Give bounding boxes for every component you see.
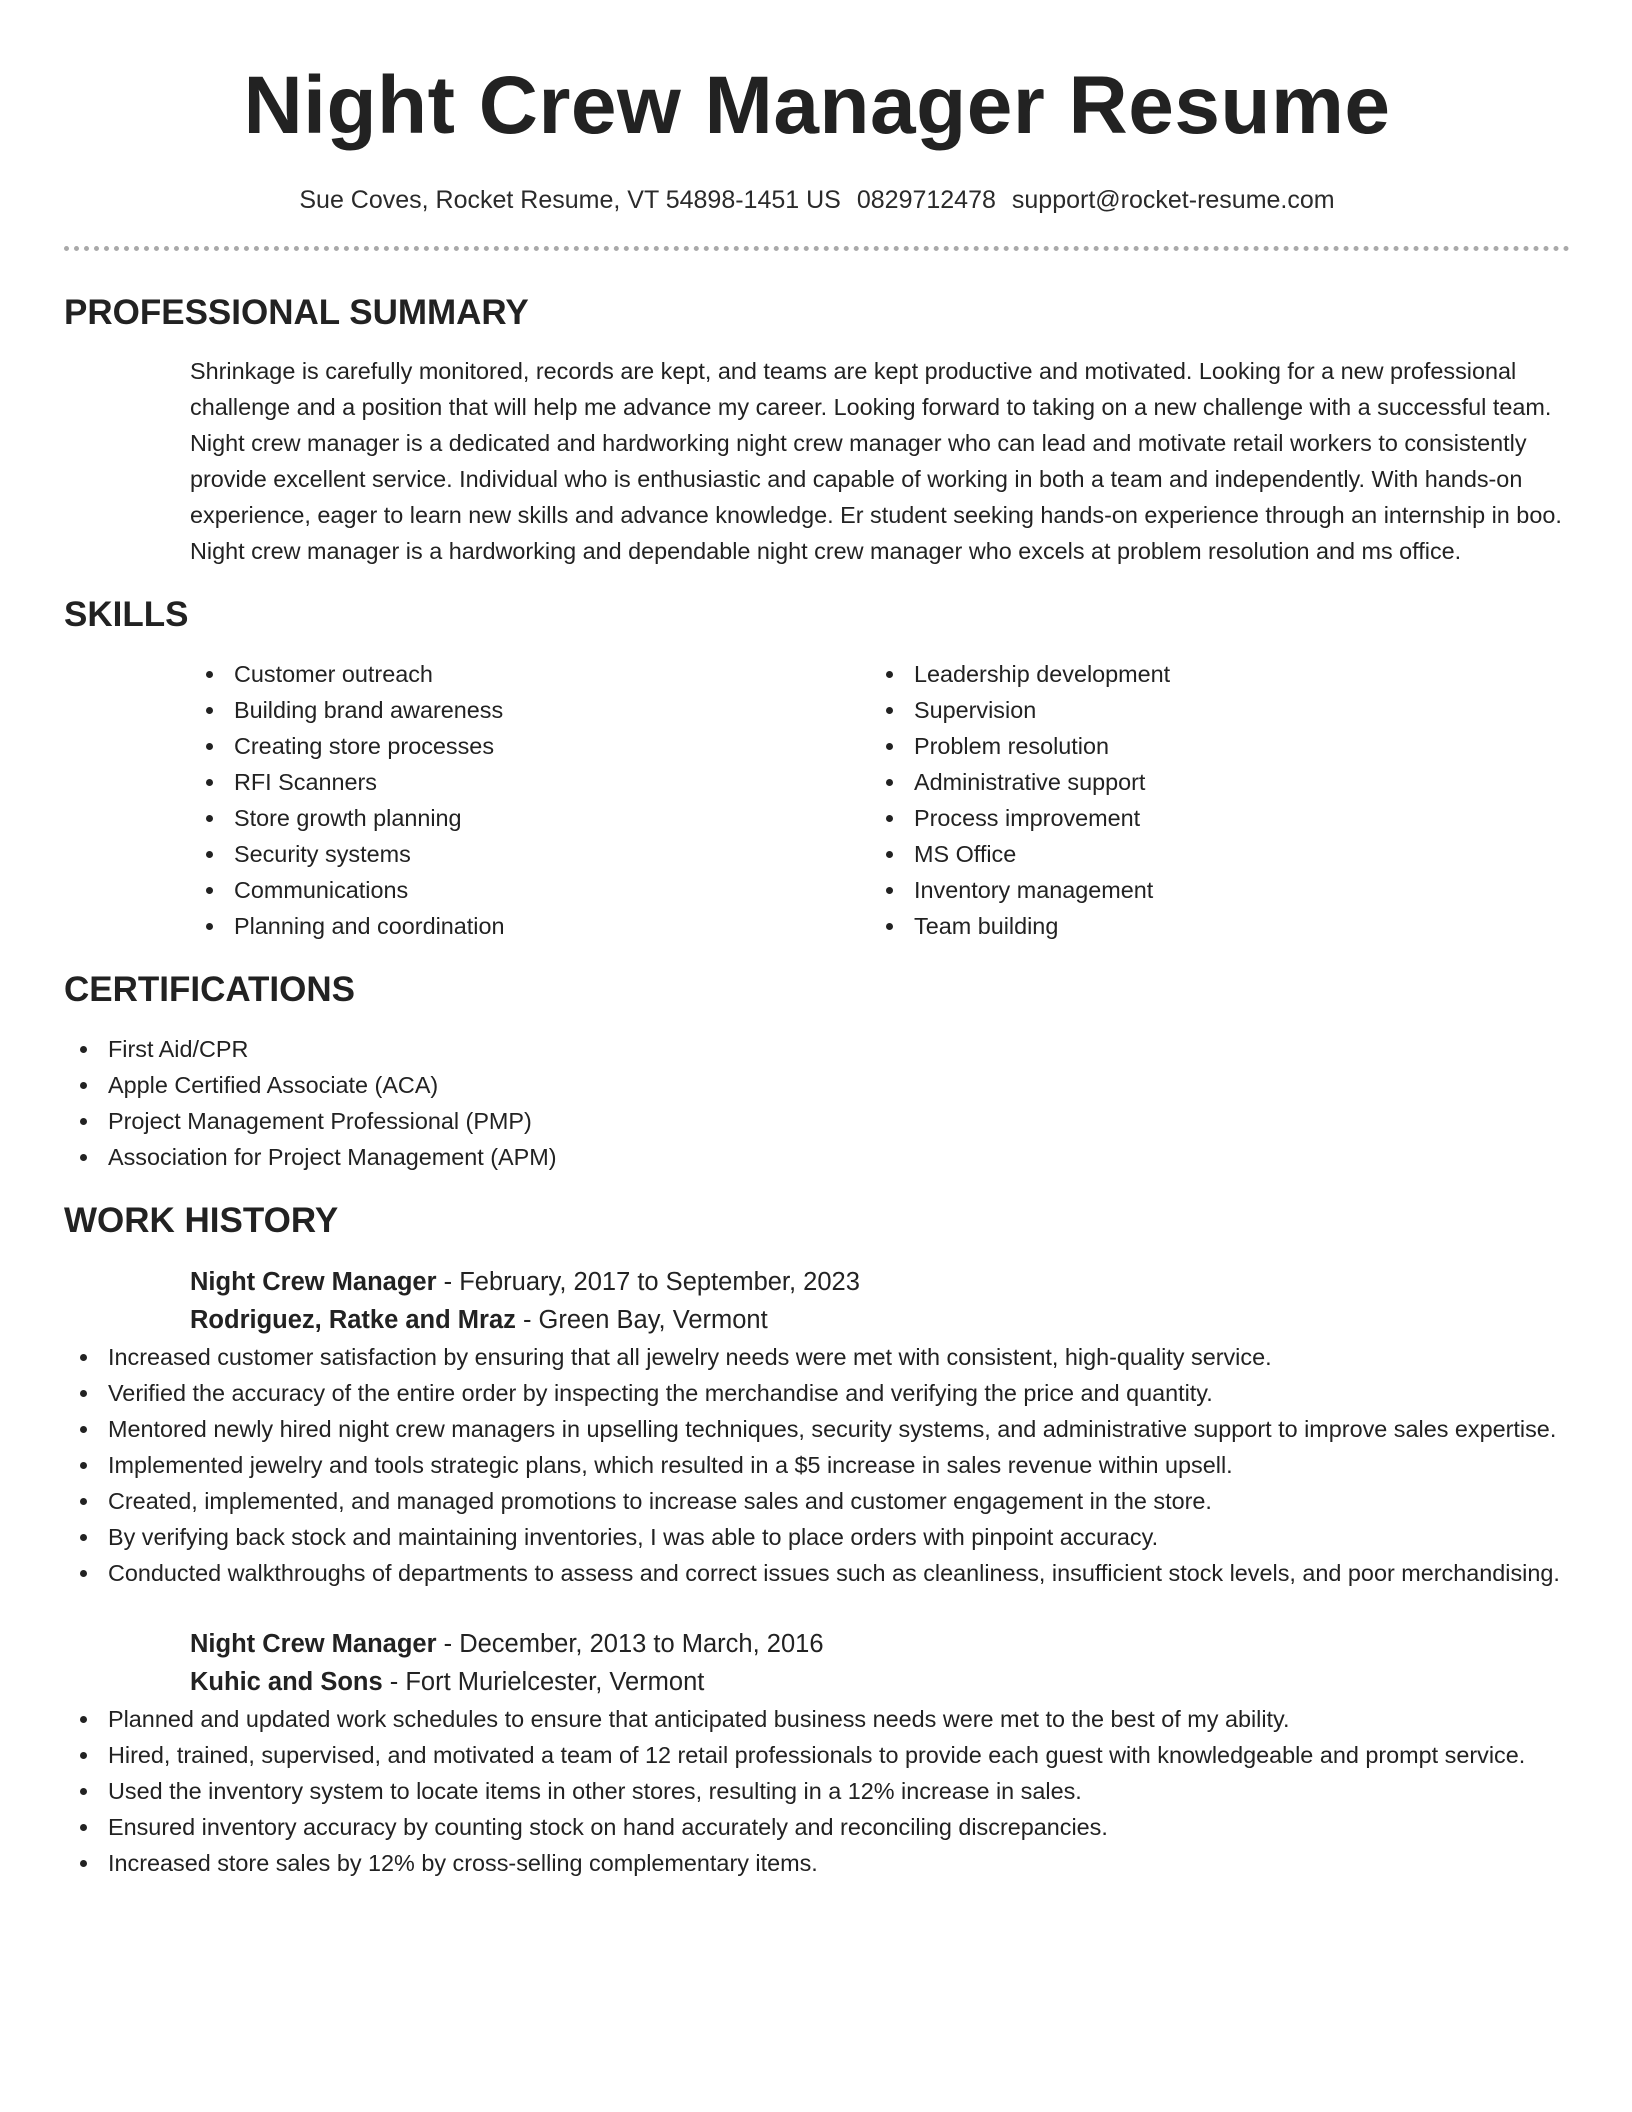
certification-item: Association for Project Management (APM) xyxy=(64,1139,1570,1175)
certification-item: First Aid/CPR xyxy=(64,1031,1570,1067)
job-bullet: Verified the accuracy of the entire order by inspecting the merchandise and verifying the price and quantity. xyxy=(64,1375,1570,1411)
summary-heading: PROFESSIONAL SUMMARY xyxy=(64,293,529,332)
job-bullet: Hired, trained, supervised, and motivated a team of 12 retail professionals to provide each guest with knowledgeable and prompt service. xyxy=(64,1737,1570,1773)
skills-heading: SKILLS xyxy=(64,595,189,634)
skill-item: Creating store processes xyxy=(190,728,870,764)
job-bullet: Planned and updated work schedules to ensure that anticipated business needs were met to the best of my ability. xyxy=(64,1701,1570,1737)
job-entry xyxy=(64,1625,1570,1701)
skill-item: Customer outreach xyxy=(190,656,870,692)
certifications-heading: CERTIFICATIONS xyxy=(64,970,356,1009)
job-bullet: Ensured inventory accuracy by counting stock on hand accurately and reconciling discrepancies. xyxy=(64,1809,1570,1845)
job-bullet: Mentored newly hired night crew managers in upselling techniques, security systems, and administrative support to improve sales expertise. xyxy=(64,1411,1570,1447)
job-company: Kuhic and Sons xyxy=(190,1668,383,1696)
certification-item: Project Management Professional (PMP) xyxy=(64,1103,1570,1139)
job-bullet: Conducted walkthroughs of departments to assess and correct issues such as cleanliness, insufficient stock levels, and poor merchandising. xyxy=(64,1555,1570,1591)
header-divider xyxy=(64,246,1570,251)
certifications-section xyxy=(64,968,1570,1175)
job-bullet: Used the inventory system to locate items in other stores, resulting in a 12% increase in sales. xyxy=(64,1773,1570,1809)
job-dates: - December, 2013 to March, 2016 xyxy=(436,1630,824,1658)
summary-section xyxy=(64,291,1570,569)
job-title-line xyxy=(190,1625,1570,1663)
job-bullet: Implemented jewelry and tools strategic plans, which resulted in a $5 increase in sales revenue within upsell. xyxy=(64,1447,1570,1483)
certifications-list xyxy=(64,1031,1570,1175)
skills-list-left xyxy=(190,656,870,944)
skill-item: Security systems xyxy=(190,836,870,872)
skill-item: RFI Scanners xyxy=(190,764,870,800)
contact-address: Sue Coves, Rocket Resume, VT 54898-1451 US xyxy=(299,186,841,214)
page-title: Night Crew Manager Resume xyxy=(243,60,1391,151)
skill-item: Process improvement xyxy=(870,800,1550,836)
contact-line xyxy=(64,182,1570,218)
job-title: Night Crew Manager xyxy=(190,1630,437,1658)
work-history-heading: WORK HISTORY xyxy=(64,1201,339,1240)
job-dates: - February, 2017 to September, 2023 xyxy=(436,1268,860,1296)
skill-item: Supervision xyxy=(870,692,1550,728)
work-history-section xyxy=(64,1199,1570,1881)
contact-phone: 0829712478 xyxy=(856,186,996,214)
job-bullet-list xyxy=(64,1701,1570,1881)
skill-item: Problem resolution xyxy=(870,728,1550,764)
skill-item: Building brand awareness xyxy=(190,692,870,728)
skills-grid xyxy=(64,656,1570,944)
job-bullet: By verifying back stock and maintaining inventories, I was able to place orders with pinpoint accuracy. xyxy=(64,1519,1570,1555)
job-bullet: Increased customer satisfaction by ensuring that all jewelry needs were met with consistent, high-quality service. xyxy=(64,1339,1570,1375)
skills-section xyxy=(64,593,1570,944)
job-bullet: Increased store sales by 12% by cross-selling complementary items. xyxy=(64,1845,1570,1881)
summary-text: Shrinkage is carefully monitored, records are kept, and teams are kept productive and motivated. Looking for a new professional challenge and a position that will help me advance my career. Looking forward to taking on a new challenge with a successful team. Night crew manager is a dedicated and hardworking night crew manager who can lead and motivate retail workers to consistently provide excellent service. Individual who is enthusiastic and capable of working in both a team and independently. With hands-on experience, eager to learn new skills and advance knowledge. Er student seeking hands-on experience through an internship in boo. Night crew manager is a hardworking and dependable night crew manager who excels at problem resolution and ms office. xyxy=(190,358,1562,564)
job-company-line xyxy=(190,1663,1570,1701)
job-company: Rodriguez, Ratke and Mraz xyxy=(190,1306,516,1334)
skill-item: Administrative support xyxy=(870,764,1550,800)
skill-item: Communications xyxy=(190,872,870,908)
skill-item: Leadership development xyxy=(870,656,1550,692)
job-bullet: Created, implemented, and managed promotions to increase sales and customer engagement in the store. xyxy=(64,1483,1570,1519)
certification-item: Apple Certified Associate (ACA) xyxy=(64,1067,1570,1103)
job-title: Night Crew Manager xyxy=(190,1268,437,1296)
contact-email: support@rocket-resume.com xyxy=(1011,186,1335,214)
skills-list-right xyxy=(870,656,1550,944)
skill-item: Team building xyxy=(870,908,1550,944)
resume-page xyxy=(64,52,1570,1881)
skill-item: Inventory management xyxy=(870,872,1550,908)
job-entry xyxy=(64,1263,1570,1339)
job-company-line xyxy=(190,1301,1570,1339)
skill-item: MS Office xyxy=(870,836,1550,872)
job-location: - Fort Murielcester, Vermont xyxy=(382,1668,705,1696)
skill-item: Planning and coordination xyxy=(190,908,870,944)
skill-item: Store growth planning xyxy=(190,800,870,836)
job-location: - Green Bay, Vermont xyxy=(515,1306,768,1334)
job-title-line xyxy=(190,1263,1570,1301)
job-bullet-list xyxy=(64,1339,1570,1591)
